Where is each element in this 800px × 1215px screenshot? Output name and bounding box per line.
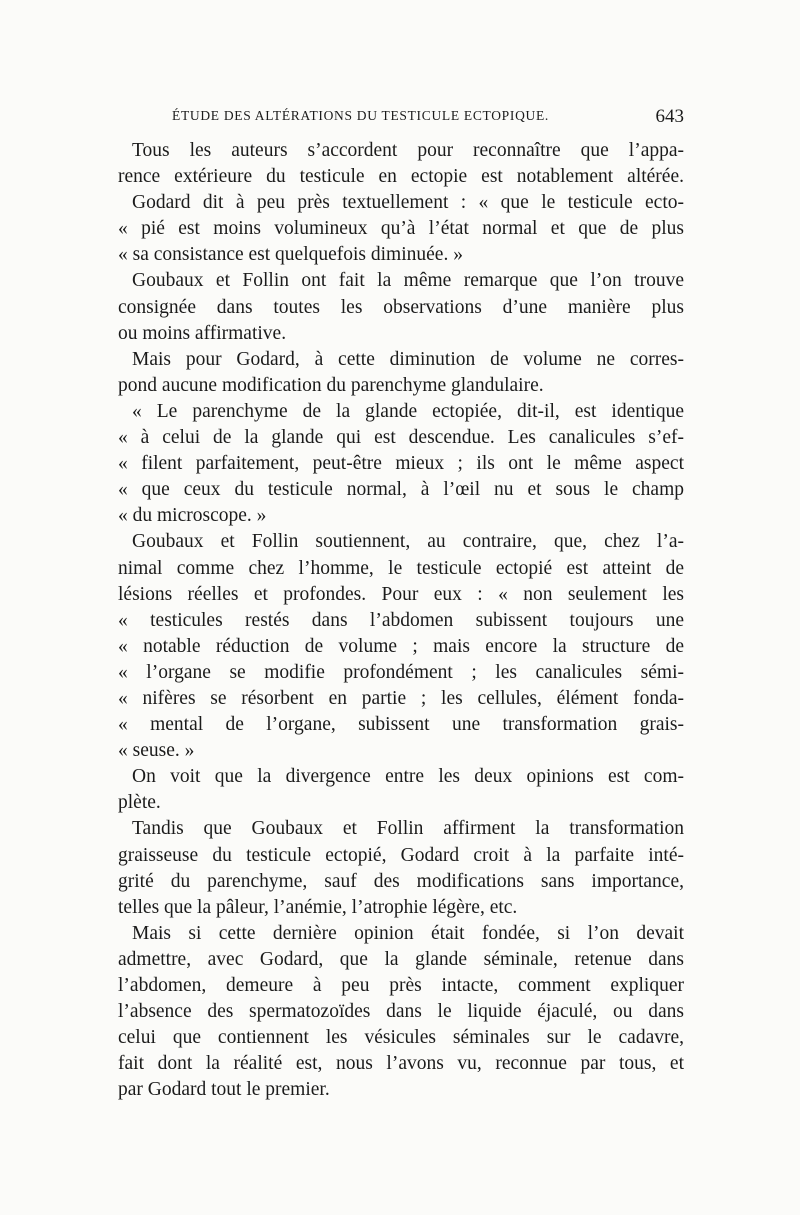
text-line: « pié est moins volumineux qu’à l’état normal et que de plus [118,218,684,240]
text-line: admettre, avec Godard, que la glande séminale, retenue dans [118,948,684,970]
text-line: Mais si cette dernière opinion était fondée, si l’on devait [132,922,684,944]
body-text [118,138,684,1103]
text-line: « l’organe se modifie profondément ; les canalicules sémi- [118,661,684,683]
page-number: 643 [655,106,684,127]
running-header [118,106,684,128]
text-line: pond aucune modification du parenchyme glandulaire. [118,374,544,396]
text-line: Goubaux et Follin ont fait la même remarque que l’on trouve [132,270,684,292]
text-line: telles que la pâleur, l’anémie, l’atrophie légère, etc. [118,896,518,918]
text-line: Tandis que Goubaux et Follin affirment la transformation [132,818,684,840]
text-line: « seuse. » [118,740,195,762]
text-line: « mental de l’organe, subissent une transformation grais- [118,714,684,736]
text-line: lésions réelles et profondes. Pour eux : « non seulement les [118,583,684,605]
text-line: nimal comme chez l’homme, le testicule ectopié est atteint de [118,557,684,579]
text-line: « à celui de la glande qui est descendue. Les canalicules s’ef- [118,427,684,449]
text-line: rence extérieure du testicule en ectopie est notablement altérée. [118,166,684,188]
text-line: ou moins affirmative. [118,322,287,344]
text-line: grité du parenchyme, sauf des modifications sans importance, [118,870,684,892]
text-line: par Godard tout le premier. [118,1079,330,1101]
text-line: « nifères se résorbent en partie ; les cellules, élément fonda- [118,687,684,709]
text-line: Tous les auteurs s’accordent pour reconnaître que l’appa- [132,140,684,161]
text-line: Godard dit à peu près textuellement : « que le testicule ecto- [132,192,684,214]
text-line: « Le parenchyme de la glande ectopiée, dit-il, est identique [132,400,684,422]
text-line: « sa consistance est quelquefois diminuée. » [118,244,463,266]
text-line: l’absence des spermatozoïdes dans le liquide éjaculé, ou dans [118,1001,684,1023]
text-line: « filent parfaitement, peut-être mieux ; ils ont le même aspect [118,453,684,475]
text-line: l’abdomen, demeure à peu près intacte, comment expliquer [118,975,684,996]
text-line: consignée dans toutes les observations d’une manière plus [118,296,684,318]
text-line: Mais pour Godard, à cette diminution de volume ne corres- [132,348,684,370]
text-line: fait dont la réalité est, nous l’avons vu, reconnue par tous, et [118,1053,684,1075]
text-line: graisseuse du testicule ectopié, Godard croit à la parfaite inté- [118,844,684,866]
text-line: « que ceux du testicule normal, à l’œil nu et sous le champ [118,479,684,501]
text-line: On voit que la divergence entre les deux opinions est com- [132,766,684,788]
text-line: « notable réduction de volume ; mais encore la structure de [118,635,684,657]
running-title: ÉTUDE DES ALTÉRATIONS DU TESTICULE ECTOPIQUE. [172,108,549,123]
text-line: Goubaux et Follin soutiennent, au contraire, que, chez l’a- [132,531,684,553]
text-line: celui que contiennent les vésicules séminales sur le cadavre, [118,1027,684,1049]
text-line: « testicules restés dans l’abdomen subissent toujours une [118,609,684,631]
text-line: « du microscope. » [118,505,267,527]
text-line: plète. [118,792,161,814]
